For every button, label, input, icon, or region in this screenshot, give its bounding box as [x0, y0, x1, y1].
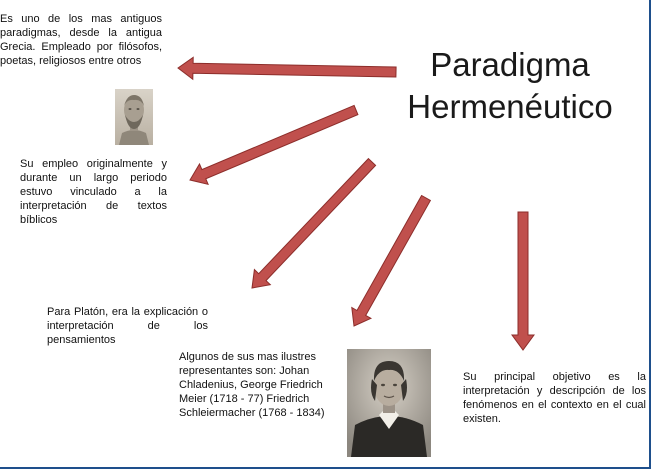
node-textos-biblicos-text: Su empleo originalmente y durante un largo periodo estuvo vinculado a la interpretación de textos bíblicos: [20, 158, 167, 226]
node-platon-text: Para Platón, era la explicación o interpretación de los pensamientos: [47, 306, 208, 346]
title-line-1: Paradigma: [430, 46, 590, 83]
node-objetivo-text: Su principal objetivo es la interpretación y descripción de los fenómenos en el contexto en el cual existen.: [463, 371, 646, 425]
arrow-to-representantes: [352, 196, 431, 327]
arrow-to-origen: [178, 57, 396, 79]
arrow-to-objetivo: [512, 212, 534, 350]
node-origen-text: Es uno de los mas antiguos paradigmas, desde la antigua Grecia. Empleado por filósofos, poetas, religiosos entre otros: [0, 13, 162, 67]
title-line-2: Hermenéutico: [407, 88, 613, 125]
node-representantes-text: Algunos de sus mas ilustres representantes son: Johan Chladenius, George Friedrich Meier (1718 - 77) Friedrich Schleiermacher (1768 - 1834): [179, 351, 325, 419]
arrow-to-platon: [252, 159, 376, 288]
arrow-to-textos-biblicos: [190, 105, 358, 184]
